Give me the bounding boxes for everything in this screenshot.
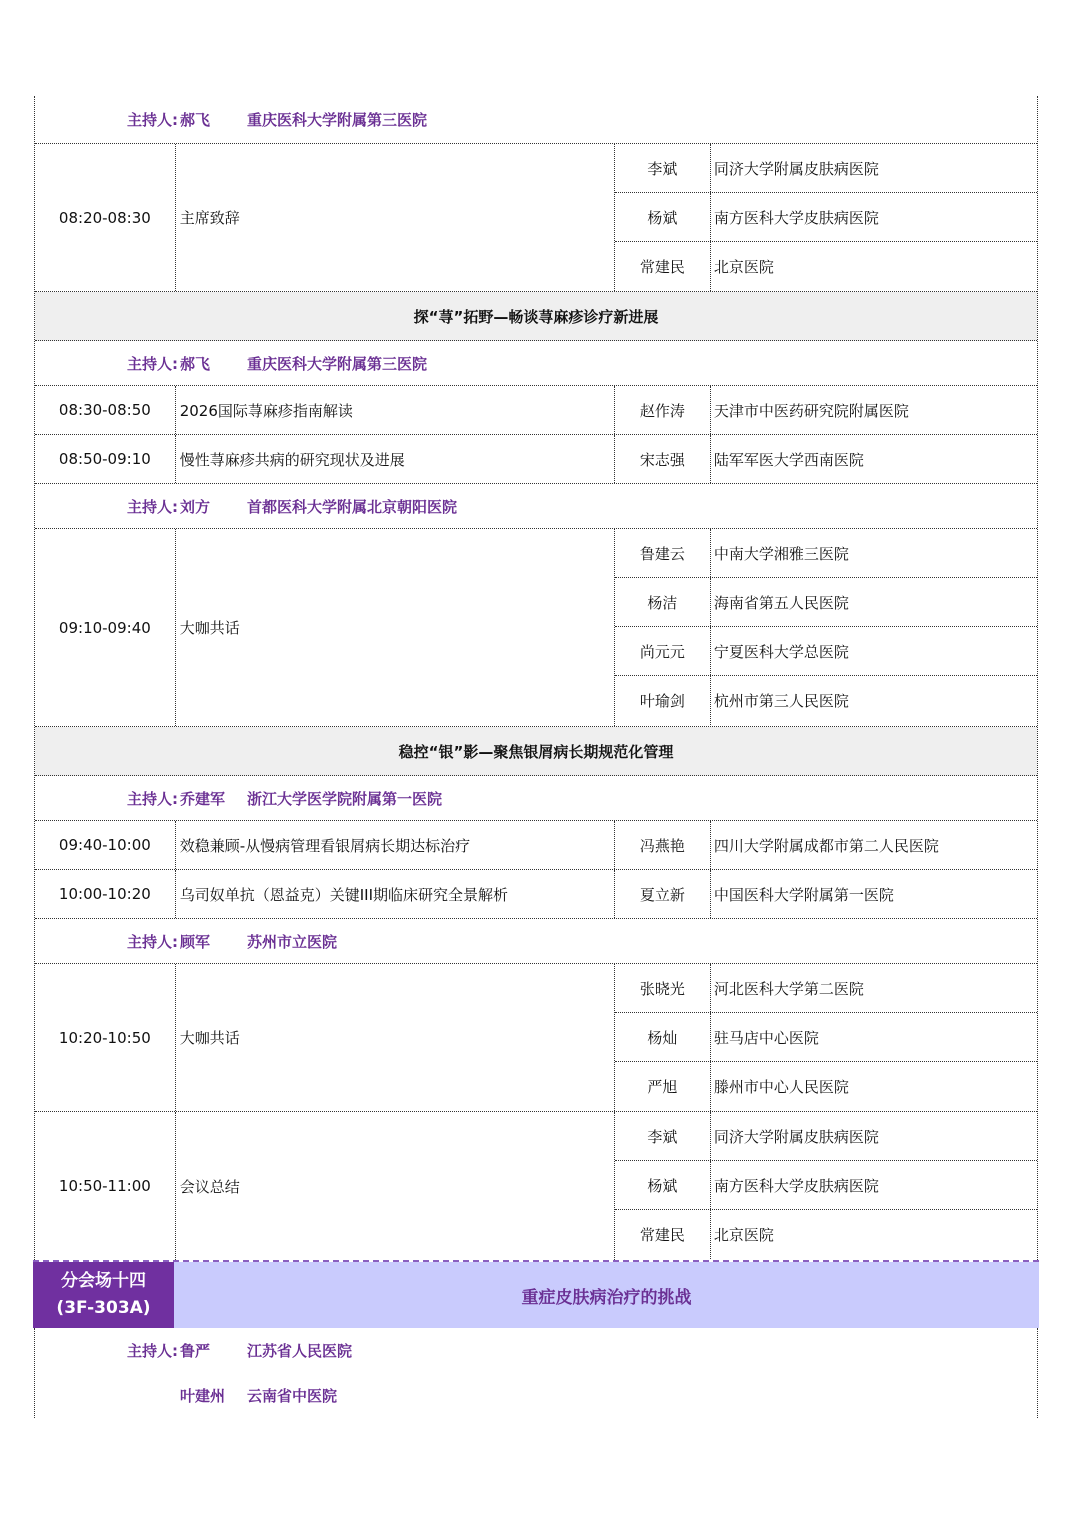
speaker-institution: 中国医科大学附属第一医院 — [713, 885, 894, 904]
time-cell: 08:50-09:10 — [35, 435, 176, 483]
moderator-institution: 首都医科大学附属北京朝阳医院 — [247, 497, 458, 516]
moderator-row — [35, 341, 1037, 386]
time-cell: 10:00-10:20 — [35, 870, 176, 918]
closing-row — [35, 1112, 1037, 1260]
talk-row — [35, 870, 1037, 919]
speaker-name: 张晓光 — [615, 964, 711, 1012]
speaker-row — [615, 676, 1037, 725]
moderator-institution: 江苏省人民医院 — [247, 1342, 353, 1360]
speaker-institution: 杭州市第三人民医院 — [713, 692, 849, 710]
speaker-name: 宋志强 — [615, 435, 711, 483]
topic-cell: 慢性荨麻疹共病的研究现状及进展 — [176, 435, 615, 483]
speaker-institution: 四川大学附属成都市第二人民医院 — [713, 836, 939, 855]
moderator-label: 主持人: — [127, 497, 178, 516]
moderator-row — [35, 484, 1037, 529]
speaker-row — [615, 193, 1037, 242]
moderator-institution: 苏州市立医院 — [247, 932, 338, 951]
speaker-name: 杨灿 — [615, 1013, 711, 1061]
speaker-name: 杨斌 — [615, 1161, 711, 1209]
speaker-name: 杨洁 — [615, 578, 711, 626]
speaker-institution: 南方医科大学皮肤病医院 — [713, 208, 879, 227]
speaker-row — [615, 964, 1037, 1013]
panel-row — [35, 529, 1037, 727]
section-header: 探“荨”拓野—畅谈荨麻疹诊疗新进展 — [35, 292, 1037, 341]
moderator-row — [35, 1373, 1037, 1418]
time-cell: 08:20-08:30 — [35, 144, 176, 291]
moderator-row — [35, 96, 1037, 144]
panel-row — [35, 964, 1037, 1112]
session-title: 重症皮肤病治疗的挑战 — [174, 1262, 1039, 1328]
speaker-row — [615, 1062, 1037, 1111]
moderator-name: 郝飞 — [180, 354, 211, 373]
moderator-label — [35, 1385, 180, 1406]
talk-row — [35, 386, 1037, 435]
moderator-row — [35, 1328, 1037, 1373]
time-cell: 09:10-09:40 — [35, 529, 176, 726]
moderator-institution: 重庆医科大学附属第三医院 — [247, 111, 428, 129]
moderator-name: 刘方 — [180, 497, 211, 516]
speaker-institution: 同济大学附属皮肤病医院 — [713, 159, 879, 178]
speaker-name: 李斌 — [615, 1112, 711, 1160]
talk-row — [35, 435, 1037, 484]
speaker-row — [615, 1112, 1037, 1161]
speaker-institution: 中南大学湘雅三医院 — [713, 544, 849, 563]
speaker — [615, 435, 1037, 483]
speaker-row — [615, 627, 1037, 676]
speaker — [615, 870, 1037, 918]
agenda-table — [34, 96, 1038, 1418]
speaker-name: 李斌 — [615, 144, 711, 192]
session-venue — [33, 1262, 174, 1328]
speaker-name: 赵作涛 — [615, 386, 711, 434]
speaker-name: 鲁建云 — [615, 529, 711, 577]
agenda-row-opening — [35, 144, 1037, 292]
speaker-row — [615, 578, 1037, 627]
speaker-institution: 河北医科大学第二医院 — [713, 979, 864, 998]
moderator-label: 主持人: — [127, 932, 178, 951]
speaker-row — [615, 1013, 1037, 1062]
moderator-row — [35, 776, 1037, 821]
speaker-institution: 陆军军医大学西南医院 — [713, 450, 864, 469]
speaker-name: 常建民 — [615, 1210, 711, 1259]
moderator-name: 顾军 — [180, 932, 211, 951]
speaker-row — [615, 144, 1037, 193]
speaker-row — [615, 242, 1037, 291]
moderator — [35, 353, 427, 374]
topic-cell: 大咖共话 — [176, 964, 615, 1111]
moderator — [35, 1340, 352, 1361]
moderator-institution: 重庆医科大学附属第三医院 — [247, 354, 428, 373]
speaker-institution: 同济大学附属皮肤病医院 — [713, 1127, 879, 1146]
speaker-name: 尚元元 — [615, 627, 711, 675]
speaker-row — [615, 1161, 1037, 1210]
session-moderators — [34, 1328, 1038, 1418]
venue-room: (3F-303A) — [56, 1298, 151, 1318]
moderator-name: 叶建州 — [180, 1387, 226, 1405]
moderator-name: 鲁严 — [180, 1342, 211, 1360]
speaker-name: 杨斌 — [615, 193, 711, 241]
speakers-list — [615, 144, 1037, 291]
topic-cell: 大咖共话 — [176, 529, 615, 726]
topic-cell: 主席致辞 — [176, 144, 615, 291]
speaker-row — [615, 1210, 1037, 1259]
speaker-institution: 宁夏医科大学总医院 — [713, 642, 849, 661]
venue-name: 分会场十四 — [61, 1271, 146, 1291]
moderator-name: 乔建军 — [180, 789, 226, 808]
topic-cell: 会议总结 — [176, 1112, 615, 1260]
time-cell: 10:50-11:00 — [35, 1112, 176, 1260]
speaker-name: 严旭 — [615, 1062, 711, 1111]
speaker-institution: 北京医院 — [713, 258, 774, 276]
speaker — [615, 386, 1037, 434]
speaker-institution: 驻马店中心医院 — [713, 1028, 819, 1047]
moderator — [35, 1385, 337, 1406]
speaker-name: 冯燕艳 — [615, 821, 711, 869]
speaker-institution: 北京医院 — [713, 1226, 774, 1244]
moderator-institution: 云南省中医院 — [247, 1387, 338, 1405]
moderator-row — [35, 919, 1037, 964]
speaker-name: 夏立新 — [615, 870, 711, 918]
moderator-label: 主持人: — [127, 354, 178, 373]
speaker — [615, 821, 1037, 869]
speaker-institution: 滕州市中心人民医院 — [713, 1078, 849, 1096]
speaker-institution: 海南省第五人民医院 — [713, 593, 849, 612]
topic-cell: 乌司奴单抗（恩益克）关键III期临床研究全景解析 — [176, 870, 615, 918]
moderator-name: 郝飞 — [180, 111, 211, 129]
moderator — [35, 931, 337, 952]
time-cell: 09:40-10:00 — [35, 821, 176, 869]
talk-row — [35, 821, 1037, 870]
topic-cell: 效稳兼顾-从慢病管理看银屑病长期达标治疗 — [176, 821, 615, 869]
speakers-list — [615, 1112, 1037, 1260]
moderator — [35, 109, 427, 130]
moderator — [35, 788, 442, 809]
speaker-institution: 南方医科大学皮肤病医院 — [713, 1176, 879, 1195]
session-header — [33, 1260, 1039, 1328]
speaker-name: 叶瑜剑 — [615, 676, 711, 725]
topic-cell: 2026国际荨麻疹指南解读 — [176, 386, 615, 434]
speaker-institution: 天津市中医药研究院附属医院 — [713, 401, 909, 420]
section-header: 稳控“银”影—聚焦银屑病长期规范化管理 — [35, 727, 1037, 776]
speakers-list — [615, 964, 1037, 1111]
time-cell: 08:30-08:50 — [35, 386, 176, 434]
moderator-label: 主持人: — [127, 111, 178, 129]
speaker-row — [615, 529, 1037, 578]
moderator — [35, 496, 457, 517]
speakers-list — [615, 529, 1037, 726]
time-cell: 10:20-10:50 — [35, 964, 176, 1111]
moderator-institution: 浙江大学医学院附属第一医院 — [247, 789, 443, 808]
moderator-label: 主持人: — [127, 789, 178, 808]
agenda-frame — [34, 96, 1038, 1260]
moderator-label: 主持人: — [127, 1342, 178, 1360]
speaker-name: 常建民 — [615, 242, 711, 291]
